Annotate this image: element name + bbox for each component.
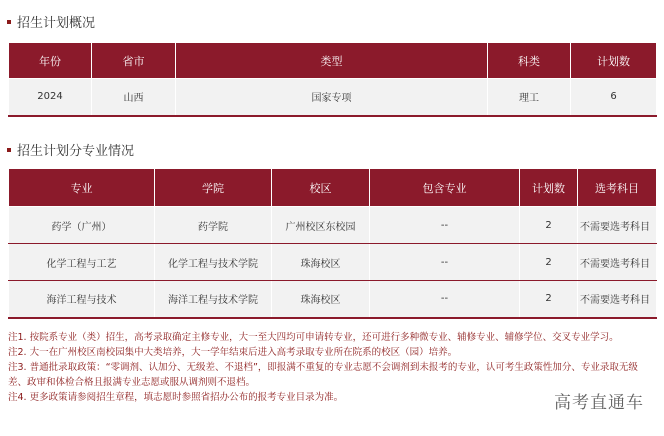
bullet-icon — [7, 20, 11, 24]
header-plan-count: 计划数 — [520, 169, 578, 207]
cell-campus: 珠海校区 — [272, 281, 370, 318]
note-3: 注3. 普通批录取政策：“零调剂、认加分、无级差、不退档”，即报满不重复的专业志愿不会调剂到未报考的专业，认可考生政策性加分、专业录取无级差、政审和体检合格且报满专业志愿或服从调剂则不退档。 — [8, 362, 638, 388]
header-included-majors: 包含专业 — [370, 169, 520, 207]
section-title-overview — [7, 12, 95, 31]
header-subjects: 选考科目 — [578, 169, 657, 207]
table-row — [9, 207, 657, 244]
note-4: 注4. 更多政策请参阅招生章程，填志愿时参照省招办公布的报考专业目录为准。 — [8, 392, 344, 403]
cell-plan-count: 2 — [520, 244, 578, 281]
cell-included-majors: -- — [370, 207, 520, 244]
cell-campus: 珠海校区 — [272, 244, 370, 281]
header-plan-count: 计划数 — [571, 43, 657, 79]
cell-plan-count: 2 — [520, 207, 578, 244]
cell-included-majors: -- — [370, 281, 520, 318]
cell-major: 药学（广州） — [9, 207, 155, 244]
header-college: 学院 — [155, 169, 272, 207]
cell-college: 海洋工程与技术学院 — [155, 281, 272, 318]
overview-table — [8, 42, 657, 117]
note-2: 注2. 大一在广州校区南校园集中大类培养，大一学年结束后进入高考录取专业所在院系的校区（园）培养。 — [8, 347, 458, 358]
cell-college: 药学院 — [155, 207, 272, 244]
cell-college: 化学工程与技术学院 — [155, 244, 272, 281]
watermark: 高考直通车 — [554, 393, 644, 413]
section-title-majors — [7, 140, 134, 159]
cell-subjects: 不需要选考科目 — [578, 281, 657, 318]
cell-plan-count: 2 — [520, 281, 578, 318]
cell-category: 理工 — [488, 79, 571, 116]
section-title-text: 招生计划概况 — [17, 16, 96, 31]
cell-type: 国家专项 — [176, 79, 488, 116]
bullet-icon — [7, 148, 11, 152]
header-category: 科类 — [488, 43, 571, 79]
table-row — [9, 79, 657, 116]
header-province: 省市 — [92, 43, 176, 79]
header-type: 类型 — [176, 43, 488, 79]
majors-table — [8, 168, 657, 319]
table-row — [9, 244, 657, 281]
cell-major: 化学工程与工艺 — [9, 244, 155, 281]
header-year: 年份 — [9, 43, 92, 79]
table-row — [9, 281, 657, 318]
header-campus: 校区 — [272, 169, 370, 207]
header-major: 专业 — [9, 169, 155, 207]
cell-included-majors: -- — [370, 244, 520, 281]
table-header-row — [9, 43, 657, 79]
cell-year: 2024 — [9, 79, 92, 116]
section-title-text: 招生计划分专业情况 — [17, 144, 135, 159]
note-1: 注1. 按院系专业（类）招生，高考录取确定主修专业，大一至大四均可申请转专业，还可进行多种微专业、辅修专业、辅修学位、交叉专业学习。 — [8, 332, 619, 343]
table-header-row — [9, 169, 657, 207]
cell-major: 海洋工程与技术 — [9, 281, 155, 318]
cell-subjects: 不需要选考科目 — [578, 244, 657, 281]
cell-province: 山西 — [92, 79, 176, 116]
cell-campus: 广州校区东校园 — [272, 207, 370, 244]
cell-plan-count: 6 — [571, 79, 657, 116]
cell-subjects: 不需要选考科目 — [578, 207, 657, 244]
